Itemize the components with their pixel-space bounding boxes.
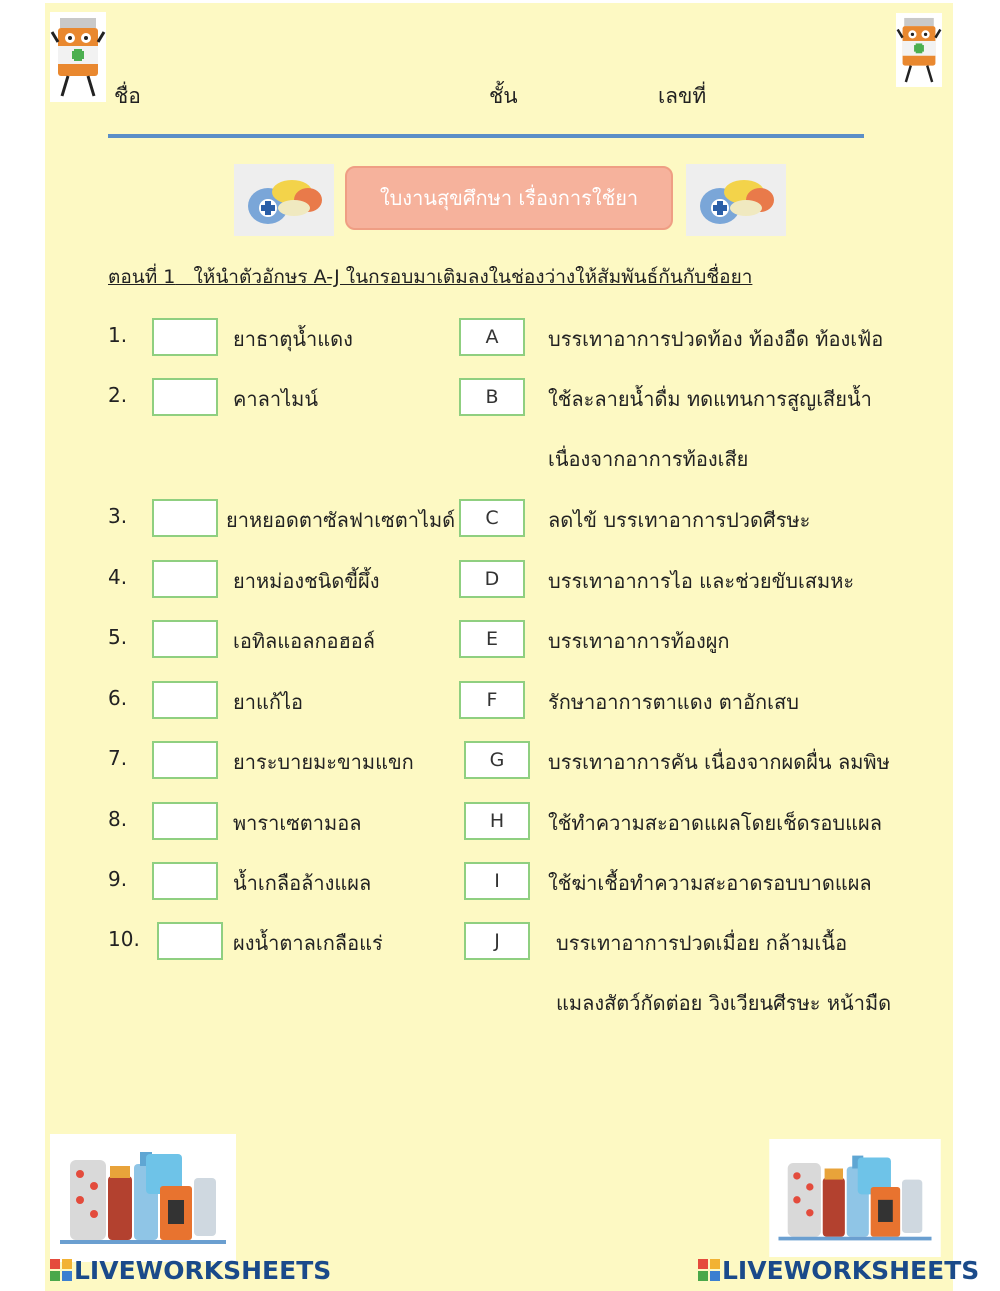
answer-box[interactable] xyxy=(152,862,218,900)
choice-letter-box: C xyxy=(459,499,525,537)
item-number: 9. xyxy=(108,867,128,891)
item-number: 5. xyxy=(108,625,128,649)
drug-name: ยาระบายมะขามแขก xyxy=(233,750,414,774)
liveworksheets-watermark xyxy=(50,1256,331,1285)
header-divider xyxy=(108,134,864,138)
drug-name: ผงน้ำตาลเกลือแร่ xyxy=(233,931,383,955)
pills-icon xyxy=(234,164,334,236)
liveworksheets-logo-icon xyxy=(50,1259,72,1281)
student-number-label: เลขที่ xyxy=(658,84,707,108)
choice-letter-box: J xyxy=(464,922,530,960)
instruction-part: ตอนที่ 1 xyxy=(108,266,176,288)
answer-box[interactable] xyxy=(152,741,218,779)
choice-description: ใช้ละลายน้ำดื่ม ทดแทนการสูญเสียน้ำ xyxy=(548,387,872,411)
choice-description-continued: เนื่องจากอาการท้องเสีย xyxy=(548,447,749,471)
item-number: 6. xyxy=(108,686,128,710)
choice-description: บรรเทาอาการท้องผูก xyxy=(548,629,730,653)
medicine-bottle-mascot-icon xyxy=(896,12,942,88)
instruction xyxy=(108,262,752,292)
choice-description: รักษาอาการตาแดง ตาอักเสบ xyxy=(548,690,799,714)
choice-description: ใช้ทำความสะอาดแผลโดยเช็ดรอบแผล xyxy=(548,811,882,835)
choice-description: บรรเทาอาการไอ และช่วยขับเสมหะ xyxy=(548,569,855,593)
pills-icon xyxy=(686,164,786,236)
class-label: ชั้น xyxy=(489,84,518,108)
drug-name: ยาหม่องชนิดขี้ผึ้ง xyxy=(233,569,380,593)
liveworksheets-watermark xyxy=(698,1256,979,1285)
medicine-shelf-icon xyxy=(762,1139,948,1257)
choice-letter-box: A xyxy=(459,318,525,356)
answer-box[interactable] xyxy=(152,499,218,537)
drug-name: ยาธาตุน้ำแดง xyxy=(233,327,353,351)
choice-letter-box: H xyxy=(464,802,530,840)
liveworksheets-logo-icon xyxy=(698,1259,720,1281)
item-number: 10. xyxy=(108,927,140,951)
choice-letter-box: D xyxy=(459,560,525,598)
answer-box[interactable] xyxy=(152,681,218,719)
choice-description: ใช้ฆ่าเชื้อทำความสะอาดรอบบาดแผล xyxy=(548,871,872,895)
name-label: ชื่อ xyxy=(114,84,141,108)
choice-letter-box: E xyxy=(459,620,525,658)
drug-name: คาลาไมน์ xyxy=(233,387,319,411)
drug-name: ยาหยอดตาซัลฟาเซตาไมด์ xyxy=(226,508,456,532)
answer-box[interactable] xyxy=(157,922,223,960)
drug-name: ยาแก้ไอ xyxy=(233,690,304,714)
drug-name: พาราเซตามอล xyxy=(233,811,362,835)
watermark-text: LIVEWORKSHEETS xyxy=(722,1256,980,1285)
medicine-shelf-icon xyxy=(50,1134,236,1262)
answer-box[interactable] xyxy=(152,318,218,356)
item-number: 3. xyxy=(108,504,128,528)
watermark-text: LIVEWORKSHEETS xyxy=(74,1256,332,1285)
medicine-bottle-mascot-icon xyxy=(50,12,106,102)
choice-description: บรรเทาอาการปวดเมื่อย กล้ามเนื้อ xyxy=(556,931,848,955)
instruction-text: ให้นำตัวอักษร A-J ในกรอบมาเติมลงในช่องว่างให้สัมพันธ์กันกับชื่อยา xyxy=(193,266,753,288)
answer-box[interactable] xyxy=(152,802,218,840)
item-number: 7. xyxy=(108,746,128,770)
answer-box[interactable] xyxy=(152,378,218,416)
drug-name: น้ำเกลือล้างแผล xyxy=(233,871,372,895)
choice-letter-box: I xyxy=(464,862,530,900)
choice-letter-box: F xyxy=(459,681,525,719)
item-number: 2. xyxy=(108,383,128,407)
choice-description: ลดไข้ บรรเทาอาการปวดศีรษะ xyxy=(548,508,811,532)
choice-letter-box: B xyxy=(459,378,525,416)
choice-description: บรรเทาอาการปวดท้อง ท้องอืด ท้องเฟ้อ xyxy=(548,327,884,351)
worksheet-title: ใบงานสุขศึกษา เรื่องการใช้ยา xyxy=(345,166,673,230)
choice-letter-box: G xyxy=(464,741,530,779)
choice-description-continued: แมลงสัตว์กัดต่อย วิงเวียนศีรษะ หน้ามืด xyxy=(556,991,892,1015)
item-number: 8. xyxy=(108,807,128,831)
choice-description: บรรเทาอาการคัน เนื่องจากผดผื่น ลมพิษ xyxy=(548,750,890,774)
answer-box[interactable] xyxy=(152,620,218,658)
drug-name: เอทิลแอลกอฮอล์ xyxy=(233,629,376,653)
item-number: 4. xyxy=(108,565,128,589)
answer-box[interactable] xyxy=(152,560,218,598)
item-number: 1. xyxy=(108,323,128,347)
